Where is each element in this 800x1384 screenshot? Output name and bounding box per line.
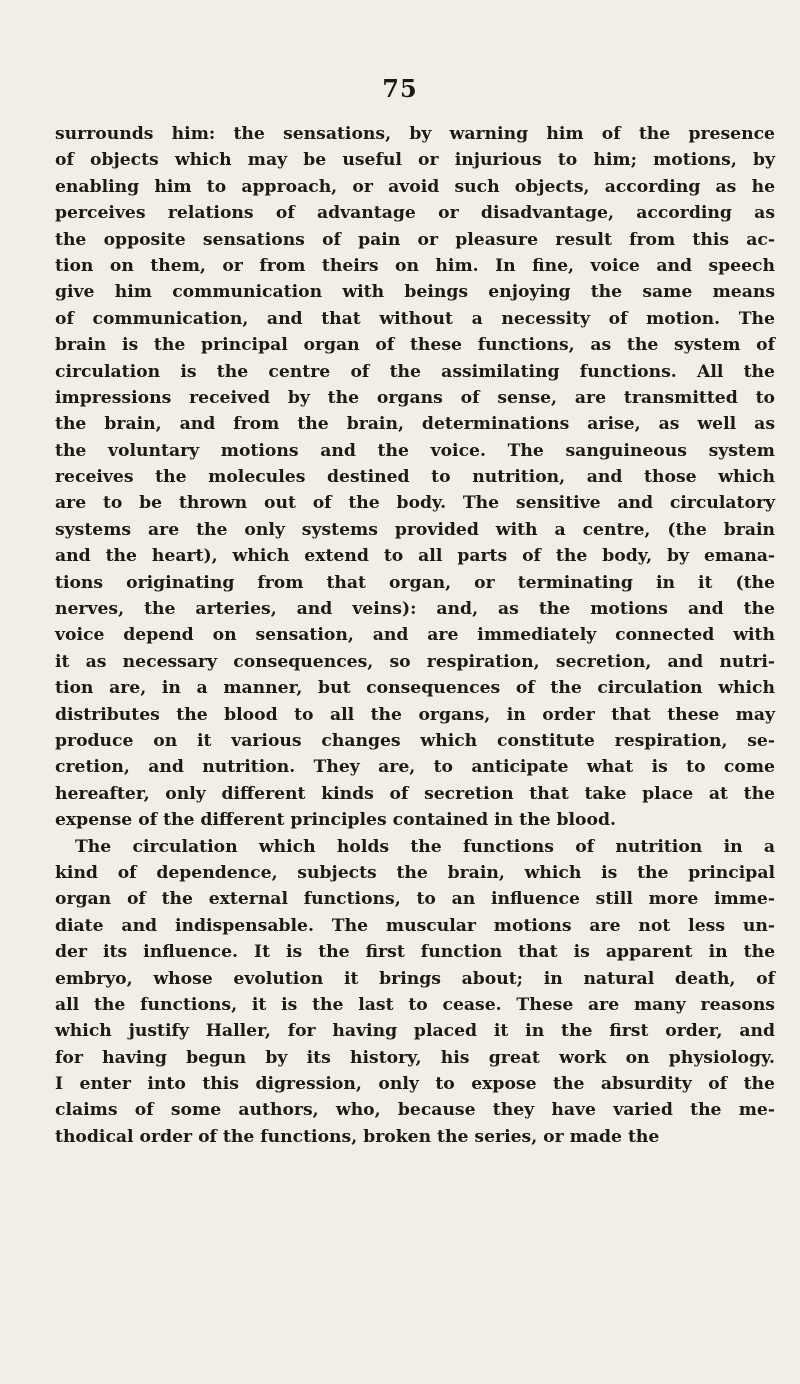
text-line: nerves, the arteries, and veins): and, as the motions and the (55, 599, 775, 620)
text-line: the voluntary motions and the voice. The sanguineous system (55, 440, 775, 461)
text-line: embryo, whose evolution it brings about; in natural death, of (55, 968, 775, 989)
text-line: kind of dependence, subjects the brain, which is the principal (55, 862, 775, 883)
text-line: thodical order of the functions, broken the series, or made the (55, 1126, 660, 1147)
text-line: circulation is the centre of the assimilating functions. All the (55, 361, 775, 382)
text-line: claims of some authors, who, because they have varied the me- (55, 1100, 775, 1121)
text-line: cretion, and nutrition. They are, to anticipate what is to come (55, 757, 775, 778)
text-line: hereafter, only different kinds of secretion that take place at the (55, 783, 775, 804)
text-line: of communication, and that without a necessity of motion. The (55, 308, 775, 329)
text-line: organ of the external functions, to an influence still more imme- (55, 889, 775, 910)
text-line: distributes the blood to all the organs, in order that these may (55, 704, 775, 725)
text-line: produce on it various changes which constitute respiration, se- (55, 730, 775, 751)
text-line: I enter into this digression, only to expose the absurdity of the (55, 1074, 775, 1095)
text-line: the brain, and from the brain, determinations arise, as well as (55, 414, 775, 435)
text-line: receives the molecules destined to nutrition, and those which (55, 467, 775, 488)
text-line: diate and indispensable. The muscular motions are not less un- (55, 915, 775, 936)
text-line: der its influence. It is the first function that is apparent in the (55, 942, 775, 963)
text-line: the opposite sensations of pain or pleasure result from this ac- (55, 229, 775, 250)
body-text (55, 121, 775, 1150)
text-line: all the functions, it is the last to cease. These are many reasons (55, 994, 775, 1015)
text-line: perceives relations of advantage or disadvantage, according as (55, 203, 775, 224)
text-line: impressions received by the organs of sense, are transmitted to (55, 387, 775, 408)
text-line: which justify Haller, for having placed it in the first order, and (55, 1021, 775, 1042)
text-line: of objects which may be useful or injurious to him; motions, by (55, 150, 775, 171)
text-line: tion are, in a manner, but consequences of the circulation which (55, 678, 775, 699)
text-line: tions originating from that organ, or terminating in it (the (55, 572, 775, 593)
text-line: give him communication with beings enjoying the same means (55, 282, 775, 303)
text-line: systems are the only systems provided with a centre, (the brain (55, 519, 775, 540)
text-line: are to be thrown out of the body. The sensitive and circulatory (55, 493, 775, 514)
text-line: expense of the different principles contained in the blood. (55, 810, 616, 831)
text-line: The circulation which holds the functions of nutrition in a (75, 836, 775, 857)
text-line: surrounds him: the sensations, by warning him of the presence (55, 124, 775, 144)
text-line: voice depend on sensation, and are immediately connected with (55, 625, 775, 646)
page-number: 75 (382, 74, 418, 103)
text-line: it as necessary consequences, so respiration, secretion, and nutri- (55, 651, 775, 672)
text-line: for having begun by its history, his great work on physiology. (55, 1047, 775, 1068)
text-line: tion on them, or from theirs on him. In fine, voice and speech (55, 255, 775, 276)
text-line: enabling him to approach, or avoid such objects, according as he (55, 176, 775, 197)
text-line: and the heart), which extend to all parts of the body, by emana- (55, 546, 775, 567)
text-line: brain is the principal organ of these functions, as the system of (55, 335, 775, 356)
